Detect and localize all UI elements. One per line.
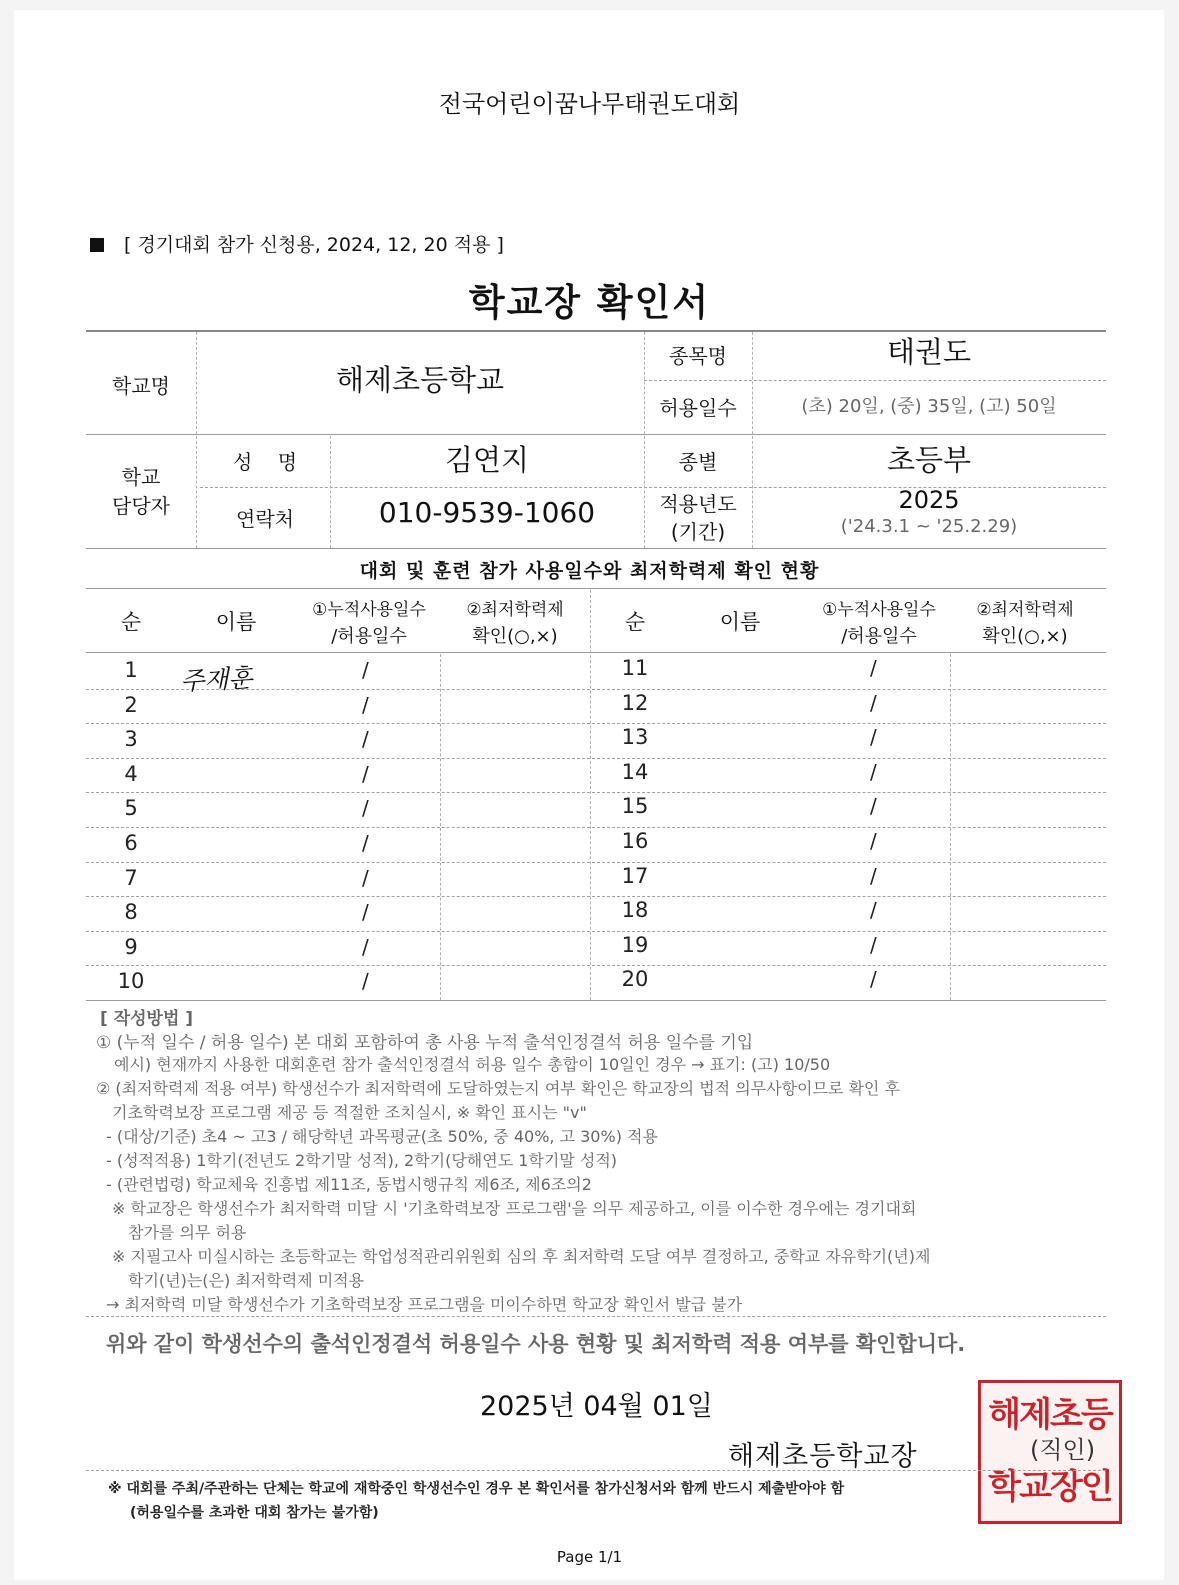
divider	[86, 1470, 1106, 1471]
row-number: 4	[124, 761, 138, 786]
document-title: 학교장 확인서	[468, 281, 711, 324]
col-header-days-left-2: /허용일수	[331, 626, 407, 647]
days-slash: /	[870, 759, 877, 784]
name-label: 성 명	[232, 450, 298, 474]
row-number: 5	[124, 796, 138, 821]
divider	[86, 652, 1106, 653]
row-number: 7	[124, 865, 138, 890]
year-label-line2: (기간)	[670, 520, 726, 544]
col-header-check-left-2: 확인(○,×)	[472, 626, 558, 647]
row-divider	[86, 931, 1106, 932]
manager-label-line2: 담당자	[112, 494, 170, 518]
year-label-line1: 적용년도	[659, 492, 737, 516]
contact-value: 010-9539-1060	[378, 496, 596, 529]
instructions-line-11: 학기(년)는(은) 최저학력제 미적용	[128, 1271, 365, 1290]
days-slash: /	[362, 865, 369, 890]
row-1-name-handwritten: 주재훈	[179, 663, 254, 696]
row-divider	[86, 723, 1106, 724]
row-divider	[86, 827, 1106, 828]
days-slash: /	[870, 656, 877, 680]
instructions-line-6: - (성적적용) 1학기(전년도 2학기말 성적), 2학기(당해연도 1학기말 성적)	[106, 1151, 618, 1170]
school-name-value: 해제초등학교	[335, 363, 505, 397]
allowed-days-label: 허용일수	[659, 396, 737, 420]
instructions-line-3: ② (최저학력제 적용 여부) 학생선수가 최저학력에 도달하였는지 여부 확인은 학교장의 법적 의무사항이므로 확인 후	[96, 1079, 900, 1098]
row-number: 9	[124, 934, 138, 959]
instructions-line-9: 참가를 의무 허용	[128, 1223, 247, 1242]
instructions-line-5: - (대상/기준) 초4 ~ 고3 / 해당학년 과목평균(초 50%, 중 40%, 고 30%) 적용	[106, 1127, 658, 1146]
footer-note-line-1: ※ 대회를 주최/주관하는 단체는 학교에 재학중인 학생선수인 경우 본 확인서를 참가신청서와 함께 반드시 제출받아야 함	[108, 1481, 845, 1497]
signer-name: 해제초등학교장	[728, 1441, 918, 1472]
col-header-check-left-1: ②최저학력제	[466, 600, 564, 620]
bullet-square-icon	[90, 238, 104, 252]
row-number: 3	[124, 727, 138, 752]
col-header-name-right: 이름	[719, 610, 761, 634]
days-slash: /	[362, 934, 369, 959]
name-value: 김연지	[444, 443, 530, 477]
days-slash: /	[362, 796, 369, 821]
allowed-days-value: (초) 20일, (중) 35일, (고) 50일	[801, 396, 1057, 417]
organization-title: 전국어린이꿈나무태권도대회	[438, 90, 741, 118]
form-usage-note: [ 경기대회 참가 신청용, 2024, 12, 20 적용 ]	[124, 234, 504, 256]
days-slash: /	[362, 727, 369, 752]
row-divider	[86, 792, 1106, 793]
divider	[86, 548, 1106, 549]
page-number: Page 1/1	[556, 1548, 623, 1566]
days-slash: /	[870, 725, 877, 750]
days-slash: /	[870, 863, 877, 888]
confirmation-statement: 위와 같이 학생선수의 출석인정결석 허용일수 사용 현황 및 최저학력 적용 여부를 확인합니다.	[106, 1332, 966, 1356]
col-header-no-left: 순	[120, 610, 142, 634]
days-slash: /	[362, 969, 369, 994]
category-value: 초등부	[886, 443, 972, 477]
section-title: 대회 및 훈련 참가 사용일수와 최저학력제 확인 현황	[359, 560, 820, 582]
divider	[86, 434, 1106, 435]
event-label: 종목명	[669, 344, 727, 368]
instructions-line-8: ※ 학교장은 학생선수가 최저학력 미달 시 '기초학력보장 프로그램'을 의무 제공하고, 이를 이수한 경우에는 경기대회	[112, 1199, 917, 1218]
divider	[86, 1316, 1106, 1317]
row-number: 6	[124, 831, 138, 855]
row-number: 11	[621, 656, 649, 680]
seal-mark-label: (직인)	[1030, 1436, 1096, 1464]
col-header-check-right-1: ②최저학력제	[976, 600, 1074, 620]
row-number: 1	[124, 658, 138, 682]
row-number: 14	[621, 759, 649, 784]
days-slash: /	[362, 692, 369, 717]
row-divider	[86, 758, 1106, 759]
row-divider	[86, 862, 1106, 863]
row-number: 12	[621, 690, 649, 715]
row-number: 13	[621, 725, 649, 750]
days-slash: /	[870, 690, 877, 715]
footer-note-line-2: (허용일수를 초과한 대회 참가는 불가함)	[130, 1505, 379, 1521]
instructions-line-12: → 최저학력 미달 학생선수가 기초학력보장 프로그램을 미이수하면 학교장 확인서 발급 불가	[106, 1295, 743, 1314]
year-period: ('24.3.1 ~ '25.2.29)	[840, 516, 1018, 537]
contact-label: 연락처	[236, 507, 294, 531]
row-number: 2	[124, 692, 138, 717]
col-header-days-right-2: /허용일수	[841, 626, 917, 647]
event-value: 태권도	[886, 335, 972, 369]
instructions-line-10: ※ 지필고사 미실시하는 초등학교는 학업성적관리위원회 심의 후 최저학력 도달 여부 결정하고, 중학교 자유학기(년)제	[112, 1247, 931, 1266]
col-header-no-right: 순	[624, 610, 646, 634]
year-value: 2025	[898, 486, 960, 514]
row-number: 8	[124, 900, 138, 925]
row-divider	[86, 896, 1106, 897]
col-header-name-left: 이름	[215, 610, 257, 634]
category-label: 종별	[678, 450, 718, 474]
row-number: 16	[621, 829, 649, 853]
row-number: 17	[621, 863, 649, 888]
divider	[644, 380, 1106, 381]
days-slash: /	[362, 900, 369, 925]
col-header-days-right-1: ①누적사용일수	[822, 600, 936, 620]
col-header-days-left-1: ①누적사용일수	[312, 600, 426, 620]
instructions-line-2: 예시) 현재까지 사용한 대회훈련 참가 출석인정결석 허용 일수 총합이 10일인 경우 → 표기: (고) 10/50	[114, 1055, 831, 1074]
days-slash: /	[362, 761, 369, 786]
days-slash: /	[870, 932, 877, 957]
divider	[86, 588, 1106, 589]
days-slash: /	[362, 658, 369, 682]
manager-label-line1: 학교	[121, 465, 161, 489]
row-number: 18	[621, 898, 649, 923]
days-slash: /	[870, 967, 877, 992]
days-slash: /	[870, 794, 877, 819]
instructions-line-4: 기초학력보장 프로그램 제공 등 적절한 조치실시, ※ 확인 표시는 "v"	[112, 1103, 587, 1122]
divider	[86, 1000, 1106, 1001]
instructions-heading: [ 작성방법 ]	[100, 1009, 194, 1029]
issue-date: 2025년 04월 01일	[480, 1391, 713, 1422]
instructions-line-7: - (관련법령) 학교체육 진흥법 제11조, 동법시행규칙 제6조, 제6조의2	[106, 1175, 592, 1194]
official-seal: 해제초등 학교장인	[978, 1380, 1122, 1524]
row-divider	[86, 965, 1106, 966]
school-name-label: 학교명	[112, 374, 170, 398]
instructions-line-1: ① (누적 일수 / 허용 일수) 본 대회 포함하여 총 사용 누적 출석인정결석 허용 일수를 기입	[96, 1033, 754, 1053]
row-number: 20	[621, 967, 649, 992]
days-slash: /	[870, 829, 877, 853]
row-number: 10	[117, 969, 145, 994]
row-number: 15	[621, 794, 649, 819]
days-slash: /	[362, 831, 369, 855]
row-number: 19	[621, 932, 649, 957]
col-header-check-right-2: 확인(○,×)	[982, 626, 1068, 647]
days-slash: /	[870, 898, 877, 923]
